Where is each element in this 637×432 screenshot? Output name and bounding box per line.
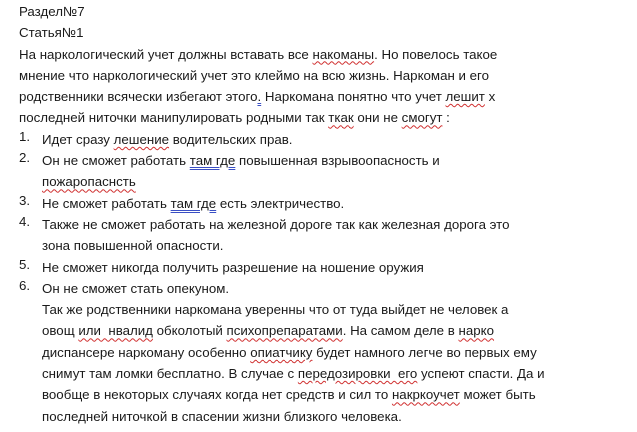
document-page [19, 1, 631, 427]
grammar-error-word: там где [170, 195, 217, 211]
text-run: : [442, 110, 450, 126]
text-run: . На самом деле в [342, 323, 459, 339]
spelling-error-word: нарко [458, 323, 495, 339]
text-run: зона повышенной опасности. [42, 238, 224, 254]
text-run: последней ниточкой в спасении жизни близкого человека. [42, 408, 402, 424]
text-line [42, 171, 631, 192]
spelling-error-word: психопрепаратами [226, 323, 343, 339]
text-line [42, 299, 631, 320]
text-run: . Но повелось такое [374, 46, 498, 62]
text-line [19, 44, 631, 65]
text-line [19, 65, 631, 86]
text-run: последней ниточки манипулировать родными так [19, 110, 329, 126]
text-run: вообще в некоторых случаях когда нет средств и сил то [42, 387, 392, 403]
text-line [42, 320, 631, 341]
spelling-error-word: ткак [328, 110, 354, 126]
text-run: Не сможет никогда получить разрешение на ношение оружия [42, 259, 424, 275]
grammar-error-word: там где [189, 153, 236, 169]
spelling-error-word: смогут [401, 110, 443, 126]
text-run: обколотый [152, 323, 227, 339]
list-item [19, 278, 631, 299]
text-run: Не сможет работать [42, 195, 171, 211]
text-run: Он не сможет стать опекуном. [42, 280, 230, 296]
spelling-error-word: лешение [113, 131, 170, 147]
spelling-error-word: или нвалид [78, 323, 153, 339]
spelling-error-word: опиатчику [250, 344, 313, 360]
text-line [42, 129, 631, 150]
text-run: х [484, 89, 496, 105]
text-run: есть электричество. [216, 195, 345, 211]
list-item [19, 193, 631, 214]
text-line [42, 406, 631, 427]
spelling-error-word: накркоучет [391, 387, 460, 403]
text-run: Он не сможет работать [42, 153, 190, 169]
closing-paragraph [19, 299, 631, 427]
text-line [19, 107, 631, 128]
text-line [42, 384, 631, 405]
list-item [19, 214, 631, 257]
list-number: 5. [19, 256, 31, 272]
intro-paragraph [19, 44, 631, 129]
text-run: мнение что наркологический учет это клеймо на всю жизнь. Наркоман и его [19, 67, 489, 83]
text-run: родственники всячески избегают этого [19, 89, 258, 105]
list-number: 6. [19, 277, 31, 293]
text-line [42, 342, 631, 363]
spelling-error-word: передозировки его [297, 366, 418, 382]
text-line [42, 150, 631, 171]
text-line [19, 86, 631, 107]
spelling-error-word: лешит [445, 89, 485, 105]
text-line [42, 214, 631, 235]
text-run: Наркомана понятно что учет [261, 89, 446, 105]
text-line [42, 257, 631, 278]
list-item [19, 129, 631, 150]
list-number: 3. [19, 192, 31, 208]
text-run: На наркологический учет должны вставать все [19, 46, 313, 62]
list-number: 2. [19, 150, 31, 166]
text-run: Идет сразу [42, 131, 114, 147]
text-run: снимут там ломки бесплатно. В случае с [42, 366, 298, 382]
text-run: может быть [459, 387, 536, 403]
text-line [42, 278, 631, 299]
numbered-list [19, 129, 631, 299]
text-run: они не [353, 110, 402, 126]
text-line [42, 235, 631, 256]
text-line [42, 193, 631, 214]
text-run: Так же родственники наркомана уверенны что от туда выйдет не человек а [42, 302, 509, 318]
spelling-error-word: пожаропаснсть [42, 174, 136, 190]
text-run: овощ [42, 323, 79, 339]
list-number: 1. [19, 128, 31, 144]
section-heading: Раздел№7 [19, 4, 85, 19]
text-run: диспансере наркоману особенно [42, 344, 251, 360]
grammar-error-word: . [257, 89, 262, 105]
text-line [42, 363, 631, 384]
text-run: водительских прав. [169, 131, 293, 147]
list-item [19, 150, 631, 193]
text-run: будет намного легче во первых ему [312, 344, 537, 360]
list-number: 4. [19, 213, 31, 229]
article-heading: Статья№1 [19, 25, 84, 41]
text-run: Также не сможет работать на железной дороге так как железная дорога это [42, 216, 510, 232]
spelling-error-word: накоманы [312, 46, 375, 62]
text-run: успеют спасти. Да и [417, 366, 545, 382]
text-run: повышенная взрывоопасность и [235, 153, 440, 169]
list-item [19, 257, 631, 278]
